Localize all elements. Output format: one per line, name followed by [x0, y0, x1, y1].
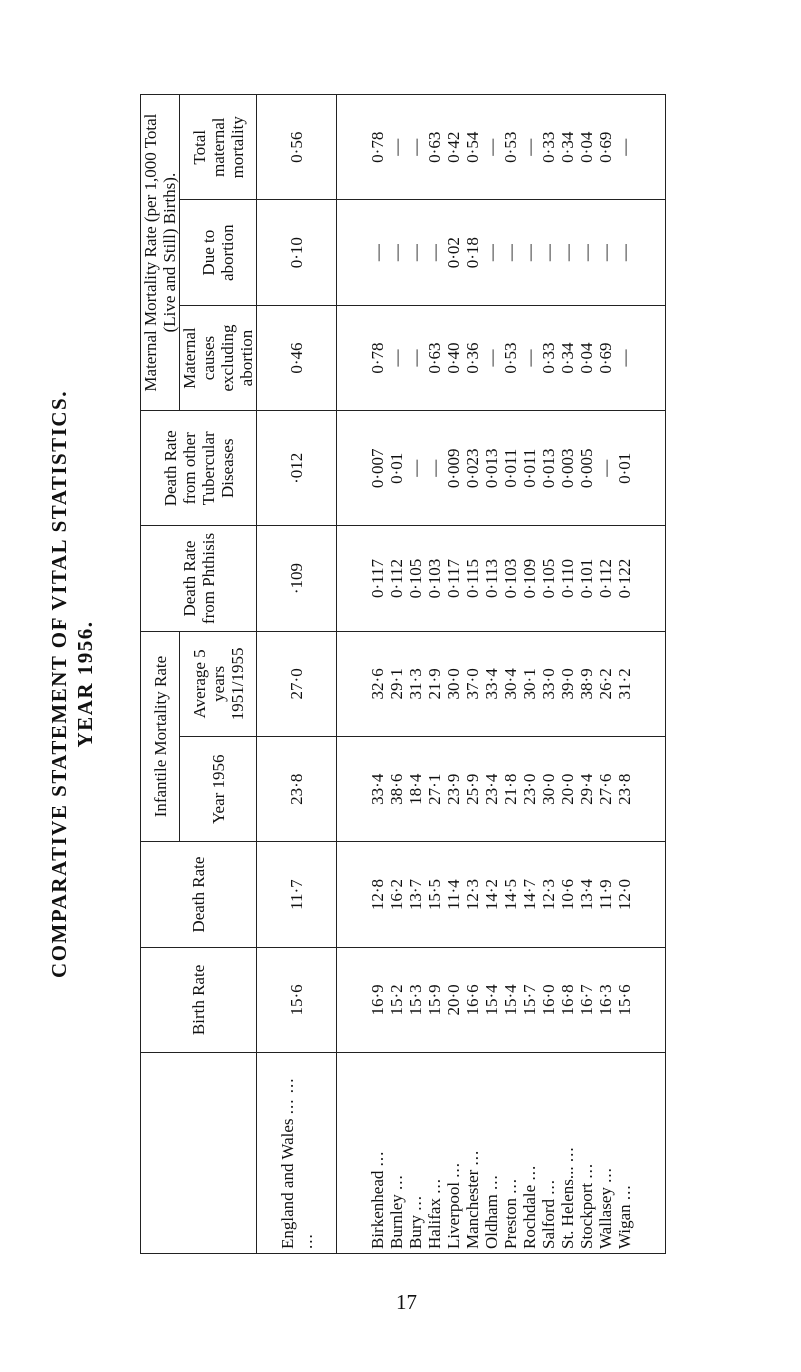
town-name	[425, 1057, 444, 1249]
town-label: Wigan	[615, 1204, 634, 1249]
town-name	[406, 1057, 425, 1249]
leader-dots: ...	[387, 1174, 406, 1190]
row-label: England and Wales ... ... ...	[257, 1053, 337, 1254]
abortion-value: —	[558, 244, 577, 262]
mat-excl-value: 0·40	[444, 342, 463, 374]
abortion-value: —	[539, 244, 558, 262]
total-value: —	[520, 138, 539, 156]
abortion-value: —	[425, 244, 444, 262]
im-1956-value: 30·0	[539, 773, 558, 805]
town-name	[387, 1057, 406, 1249]
im-avg-value: 30·1	[520, 668, 539, 700]
other-tb-value: 0·013	[539, 448, 558, 489]
death-rate-header: Death Rate	[141, 842, 257, 947]
leader-dots: ...	[539, 1178, 558, 1195]
phthisis-value: 0·105	[406, 558, 425, 599]
abortion-value: —	[368, 244, 387, 262]
birth-rate-value: 16·9	[368, 984, 387, 1016]
phthisis-value: 0·112	[596, 559, 615, 599]
im-avg-value: 37·0	[463, 668, 482, 700]
death-rate-value: 12·0	[615, 879, 634, 911]
other-tb-value: 0·011	[520, 448, 539, 488]
im-avg-value: 30·4	[501, 668, 520, 700]
town-label: Halifax	[425, 1198, 444, 1249]
maternal-excl-header: Maternal causes excluding abortion	[180, 305, 257, 410]
phthisis-value: 0·109	[520, 558, 539, 599]
leader-dots: ...	[425, 1178, 444, 1194]
abortion-value: —	[577, 244, 596, 262]
other-tb-value: —	[406, 459, 425, 477]
total-value: 0·69	[596, 131, 615, 163]
birth-rate-header: Birth Rate	[141, 947, 257, 1052]
death-rate-value: 11·9	[596, 879, 615, 910]
death-rate-value: 12·3	[463, 879, 482, 911]
phthisis-value: 0·117	[444, 559, 463, 599]
other-tb-value: 0·007	[368, 448, 387, 489]
mat-excl-value: 0·63	[425, 342, 444, 374]
death-rate-value: 12·3	[539, 879, 558, 911]
town-names-cell	[337, 1053, 666, 1254]
mat-excl-value: 0·78	[368, 342, 387, 374]
other-tb-value: 0·011	[501, 448, 520, 488]
birth-rate-value: 15·3	[406, 984, 425, 1016]
other-tb-value: 0·023	[463, 448, 482, 489]
phthisis-value: 0·103	[501, 558, 520, 599]
total-value: 0·34	[558, 131, 577, 163]
abortion-value: —	[406, 244, 425, 262]
town-label: Rochdale	[520, 1184, 539, 1249]
town-label: Bury	[406, 1215, 425, 1249]
birth-rate-value: 15·2	[387, 984, 406, 1016]
im-avg-value: 31·2	[615, 668, 634, 700]
leader-dots: ...	[520, 1164, 539, 1181]
leader-dots: ...	[577, 1162, 596, 1179]
death-rate-value: 13·4	[577, 879, 596, 911]
abortion-header: Due to abortion	[180, 200, 257, 305]
im-1956-value: 23·4	[482, 773, 501, 805]
other-tb-header: Death Rate from other Tubercular Diseases	[141, 411, 257, 526]
im-avg-value: 26·2	[596, 668, 615, 700]
total-maternal-header: Total maternal mortality	[180, 95, 257, 201]
town-label: Oldham	[482, 1194, 501, 1249]
death-rate-value: 13·7	[406, 879, 425, 911]
town-name	[615, 1057, 634, 1249]
place-header-cell	[141, 1053, 257, 1254]
abortion-list	[368, 205, 634, 301]
im-1956-value: 23·0	[520, 773, 539, 805]
town-label: Birkenhead	[368, 1170, 387, 1249]
total-maternal-cell	[337, 95, 666, 201]
birth-rate-value: 15·4	[501, 984, 520, 1016]
mat-excl-value: —	[406, 349, 425, 367]
year-1956-header: Year 1956	[180, 737, 257, 842]
phthisis-header: Death Rate from Phthisis	[141, 526, 257, 631]
town-name	[577, 1057, 596, 1249]
total-value: —	[387, 138, 406, 156]
birth-rate-value: 15·9	[425, 984, 444, 1016]
phthisis-value: 0·105	[539, 558, 558, 599]
average-5yr-header: Average 5 years 1951/1955	[180, 631, 257, 736]
im-1956-value: 23·9	[444, 773, 463, 805]
phthisis-value: 0·110	[558, 559, 577, 599]
other-tb-value: 0·01	[615, 452, 634, 484]
title-line-2: YEAR 1956.	[73, 620, 97, 748]
death-rate-value: 15·5	[425, 879, 444, 911]
im-1956-value: 27·6	[596, 773, 615, 805]
total-value: 0·78	[368, 131, 387, 163]
other-tb-value: ·012	[257, 411, 337, 526]
abortion-value: —	[520, 244, 539, 262]
im-1956-value: 33·4	[368, 773, 387, 805]
birth-rate-value: 16·7	[577, 984, 596, 1016]
birth-rate-value: 15·7	[520, 984, 539, 1016]
im-avg-value: 33·4	[482, 668, 501, 700]
leader-dots: ...	[558, 1146, 577, 1163]
town-label: Manchester	[463, 1169, 482, 1249]
other-tb-value: 0·005	[577, 448, 596, 489]
im-1956-value: 18·4	[406, 773, 425, 805]
town-name	[482, 1057, 501, 1249]
phthisis-value: 0·112	[387, 559, 406, 599]
town-name	[596, 1057, 615, 1249]
death-rate-list	[368, 846, 634, 942]
leader-dots: ...	[501, 1178, 520, 1194]
town-name-list	[368, 1057, 634, 1249]
birth-rate-value: 15·6	[615, 984, 634, 1016]
total-maternal-list	[368, 99, 634, 196]
im-avg-cell	[337, 631, 666, 736]
phthisis-value: ·109	[257, 526, 337, 631]
town-name	[444, 1057, 463, 1249]
birth-rate-list	[368, 952, 634, 1048]
death-rate-value: 14·7	[520, 879, 539, 911]
mat-excl-value: 0·69	[596, 342, 615, 374]
phthisis-cell	[337, 526, 666, 631]
birth-rate-value: 16·6	[463, 984, 482, 1016]
birth-rate-value: 16·8	[558, 984, 577, 1016]
town-label: Salford	[539, 1198, 558, 1249]
maternal-excl-cell	[337, 305, 666, 410]
death-rate-value: 12·8	[368, 879, 387, 911]
towns-row	[337, 95, 666, 1254]
abortion-value: —	[482, 244, 501, 262]
death-rate-value: 11·7	[257, 842, 337, 947]
phthisis-value: 0·122	[615, 558, 634, 599]
infantile-mortality-header: Infantile Mortality Rate	[141, 631, 180, 842]
leader-dots: ...	[615, 1184, 634, 1201]
death-rate-value: 16·2	[387, 879, 406, 911]
abortion-cell	[337, 200, 666, 305]
death-rate-value: 14·2	[482, 879, 501, 911]
phthisis-list	[368, 530, 634, 626]
mat-excl-value: —	[482, 349, 501, 367]
mat-excl-value: 0·04	[577, 342, 596, 374]
total-maternal-value: 0·56	[257, 95, 337, 201]
vital-statistics-table	[140, 94, 666, 1254]
abortion-value: 0·10	[257, 200, 337, 305]
leader-dots: ...	[406, 1195, 425, 1211]
abortion-value: —	[596, 244, 615, 262]
page-number: 17	[396, 1290, 417, 1314]
birth-rate-value: 15·6	[257, 947, 337, 1052]
im-avg-value: 30·0	[444, 668, 463, 700]
im-avg-value: 33·0	[539, 668, 558, 700]
maternal-excl-list	[368, 310, 634, 406]
im-1956-value: 25·9	[463, 773, 482, 805]
birth-rate-value: 15·4	[482, 984, 501, 1016]
leader-dots: ...	[444, 1161, 463, 1178]
other-tb-value: 0·003	[558, 448, 577, 489]
phthisis-value: 0·113	[482, 559, 501, 599]
death-rate-cell	[337, 842, 666, 947]
other-tb-value: 0·009	[444, 448, 463, 489]
total-value: 0·33	[539, 131, 558, 163]
birth-rate-value: 16·0	[539, 984, 558, 1016]
town-name	[558, 1057, 577, 1249]
death-rate-value: 11·4	[444, 879, 463, 910]
im-1956-value: 38·6	[387, 773, 406, 805]
im-1956-value: 29·4	[577, 773, 596, 805]
other-tb-list	[368, 415, 634, 521]
mat-excl-value: 0·36	[463, 342, 482, 374]
title-line-1: COMPARATIVE STATEMENT OF VITAL STATISTICS.	[46, 390, 71, 978]
im-avg-list	[368, 636, 634, 732]
other-tb-value: —	[596, 459, 615, 477]
other-tb-value: 0·01	[387, 452, 406, 484]
phthisis-value: 0·103	[425, 558, 444, 599]
total-value: 0·53	[501, 131, 520, 163]
abortion-value: —	[387, 244, 406, 262]
im-1956-value: 23·8	[257, 737, 337, 842]
im-1956-cell	[337, 737, 666, 842]
town-name	[520, 1057, 539, 1249]
total-value: —	[406, 138, 425, 156]
birth-rate-cell	[337, 947, 666, 1052]
im-avg-value: 39·0	[558, 668, 577, 700]
phthisis-value: 0·117	[368, 559, 387, 599]
mat-excl-value: —	[520, 349, 539, 367]
leader-dots: ...	[368, 1150, 387, 1167]
total-value: 0·63	[425, 131, 444, 163]
town-label: Liverpool	[444, 1181, 463, 1249]
document-title	[46, 390, 99, 978]
maternal-mortality-header: Maternal Mortality Rate (per 1,000 Total (Live and Still) Births).	[141, 95, 180, 411]
town-label: Stockport	[577, 1182, 596, 1249]
im-1956-value: 23·8	[615, 773, 634, 805]
total-value: 0·42	[444, 131, 463, 163]
england-wales-row	[257, 95, 337, 1254]
abortion-value: 0·18	[463, 237, 482, 269]
im-avg-value: 32·6	[368, 668, 387, 700]
phthisis-value: 0·115	[463, 559, 482, 599]
town-label: St. Helens...	[558, 1166, 577, 1249]
town-name	[539, 1057, 558, 1249]
death-rate-value: 14·5	[501, 879, 520, 911]
mat-excl-value: 0·34	[558, 342, 577, 374]
other-tb-value: 0·013	[482, 448, 501, 489]
phthisis-value: 0·101	[577, 558, 596, 599]
other-tb-value: —	[425, 459, 444, 477]
im-1956-value: 21·8	[501, 773, 520, 805]
im-avg-value: 38·9	[577, 668, 596, 700]
town-label: Preston	[501, 1198, 520, 1249]
other-tb-cell	[337, 411, 666, 526]
mat-excl-value: —	[615, 349, 634, 367]
im-avg-value: 31·3	[406, 668, 425, 700]
abortion-value: —	[615, 244, 634, 262]
im-1956-list	[368, 741, 634, 837]
im-avg-value: 21·9	[425, 668, 444, 700]
abortion-value: 0·02	[444, 237, 463, 269]
town-label: Wallasey	[596, 1187, 615, 1249]
mat-excl-value: 0·33	[539, 342, 558, 374]
abortion-value: —	[501, 244, 520, 262]
total-value: 0·04	[577, 131, 596, 163]
town-label: Burnley	[387, 1194, 406, 1249]
rotated-table-wrapper	[140, 94, 666, 1254]
leader-dots: ...	[596, 1167, 615, 1183]
death-rate-value: 10·6	[558, 879, 577, 911]
town-name	[463, 1057, 482, 1249]
mat-excl-value: —	[387, 349, 406, 367]
leader-dots: ...	[482, 1174, 501, 1190]
town-name	[501, 1057, 520, 1249]
im-avg-value: 27·0	[257, 631, 337, 736]
im-avg-value: 29·1	[387, 668, 406, 700]
total-value: —	[482, 138, 501, 156]
town-name	[368, 1057, 387, 1249]
mat-excl-value: 0·53	[501, 342, 520, 374]
total-value: —	[615, 138, 634, 156]
leader-dots: ...	[463, 1149, 482, 1166]
maternal-excl-value: 0·46	[257, 305, 337, 410]
birth-rate-value: 20·0	[444, 984, 463, 1016]
im-1956-value: 20·0	[558, 773, 577, 805]
total-value: 0·54	[463, 131, 482, 163]
birth-rate-value: 16·3	[596, 984, 615, 1016]
im-1956-value: 27·1	[425, 773, 444, 805]
